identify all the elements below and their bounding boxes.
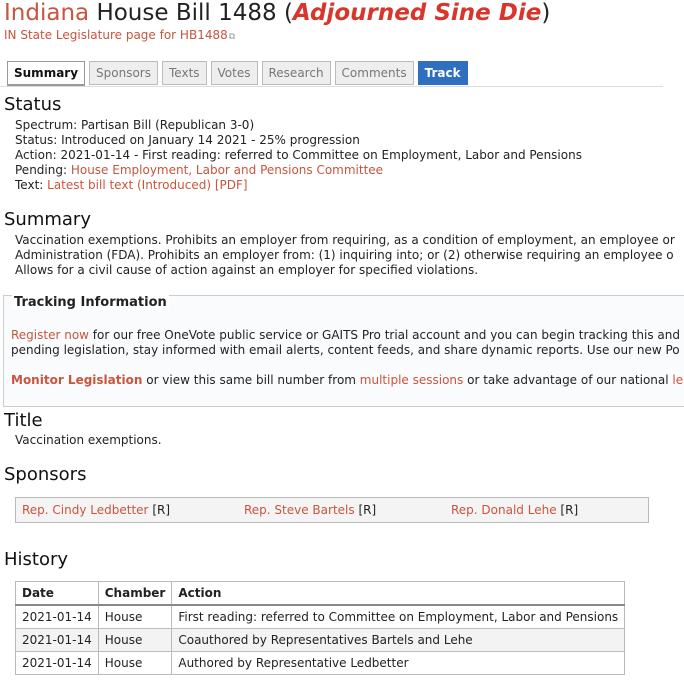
summary-block	[15, 233, 675, 278]
history-action: First reading: referred to Committee on Employment, Labor and Pensions	[172, 605, 625, 629]
tracking-paragraph	[11, 328, 680, 358]
table-row	[16, 605, 625, 629]
summary-line-2: Administration (FDA). Prohibits an employer from: (1) inquiring into; or (2) otherwise requiring an employee o	[15, 248, 674, 262]
tracking-mid-text: or view this same bill number from	[142, 373, 360, 387]
tab-research[interactable]: Research	[262, 61, 331, 85]
tracking-end-text: or take advantage of our national	[463, 373, 673, 387]
sponsor-item	[451, 503, 578, 517]
history-chamber: House	[98, 629, 172, 652]
history-chamber: House	[98, 605, 172, 629]
sponsors-heading: Sponsors	[4, 464, 87, 485]
tracking-line-1	[11, 328, 680, 343]
status-heading: Status	[4, 94, 62, 115]
multiple-sessions-link[interactable]: multiple sessions	[359, 373, 464, 387]
pending-committee-link[interactable]: House Employment, Labor and Pensions Committee	[70, 163, 384, 177]
spectrum-text: Spectrum: Partisan Bill (Republican 3-0)	[15, 118, 255, 132]
paren-open: (	[283, 0, 293, 26]
sponsor-link[interactable]: Rep. Donald Lehe	[451, 503, 557, 517]
action-text: Action: 2021-01-14 - First reading: referred to Committee on Employment, Labor and Pensions	[15, 148, 582, 162]
status-block	[15, 118, 582, 193]
tab-votes[interactable]: Votes	[211, 61, 258, 85]
tab-track[interactable]: Track	[418, 61, 468, 85]
tracking-line-1-text: for our free OneVote public service or GAITS Pro trial account and you can begin tracking this and	[88, 328, 680, 342]
state-link[interactable]: Indiana	[4, 0, 90, 26]
national-link[interactable]: le	[672, 373, 684, 387]
history-chamber: House	[98, 652, 172, 675]
text-label: Text:	[15, 178, 48, 192]
pending-label: Pending:	[15, 163, 71, 177]
summary-line-3: Allows for a civil cause of action against an employer for specified violations.	[15, 263, 479, 277]
tab-comments[interactable]: Comments	[335, 61, 414, 85]
tab-texts[interactable]: Texts	[162, 61, 207, 85]
table-row	[16, 629, 625, 652]
bill-text-link[interactable]: Latest bill text (Introduced) [PDF]	[47, 178, 248, 192]
tracking-links-row	[11, 373, 683, 387]
tracking-box	[3, 295, 684, 407]
status-text: Status: Introduced on January 14 2021 - 25% progression	[15, 133, 360, 147]
source-link-row	[4, 28, 235, 42]
bill-number: House Bill 1488	[96, 0, 277, 26]
history-table	[15, 581, 625, 675]
sponsor-party: [R]	[152, 503, 171, 517]
sponsors-box	[15, 497, 649, 523]
title-heading: Title	[4, 410, 43, 431]
bill-status: Adjourned Sine Die	[292, 0, 542, 26]
column-action: Action	[172, 582, 625, 606]
monitor-legislation-link[interactable]: Monitor Legislation	[11, 373, 143, 387]
tab-bar	[7, 61, 472, 86]
tracking-heading: Tracking Information	[14, 295, 167, 310]
history-action: Coauthored by Representatives Bartels and Lehe	[172, 629, 625, 652]
table-row	[16, 652, 625, 675]
external-link-icon: ⧉	[228, 32, 236, 42]
page-title	[4, 0, 550, 26]
state-legislature-link[interactable]: IN State Legislature page for HB1488	[4, 28, 228, 42]
pending-row	[15, 163, 582, 178]
history-date: 2021-01-14	[16, 605, 99, 629]
summary-heading: Summary	[4, 209, 91, 230]
paren-close: )	[541, 0, 551, 26]
sponsor-item	[244, 503, 376, 517]
history-date: 2021-01-14	[16, 629, 99, 652]
title-text: Vaccination exemptions.	[15, 433, 162, 447]
history-header-row	[16, 582, 625, 606]
sponsor-link[interactable]: Rep. Steve Bartels	[244, 503, 355, 517]
tracking-line-2: pending legislation, stay informed with email alerts, content feeds, and share dynamic reports. Use our new Po	[11, 343, 680, 357]
tab-divider	[0, 86, 663, 87]
tab-summary[interactable]: Summary	[7, 61, 85, 86]
sponsor-party: [R]	[560, 503, 579, 517]
column-chamber: Chamber	[98, 582, 172, 606]
column-date: Date	[16, 582, 99, 606]
sponsor-item	[22, 503, 170, 517]
sponsor-party: [R]	[358, 503, 377, 517]
tab-sponsors[interactable]: Sponsors	[89, 61, 158, 85]
history-heading: History	[4, 549, 69, 570]
summary-line-1: Vaccination exemptions. Prohibits an employer from requiring, as a condition of employment, an employee or	[15, 233, 675, 247]
text-row	[15, 178, 582, 193]
register-link[interactable]: Register now	[11, 328, 89, 342]
history-date: 2021-01-14	[16, 652, 99, 675]
history-action: Authored by Representative Ledbetter	[172, 652, 625, 675]
sponsor-link[interactable]: Rep. Cindy Ledbetter	[22, 503, 149, 517]
